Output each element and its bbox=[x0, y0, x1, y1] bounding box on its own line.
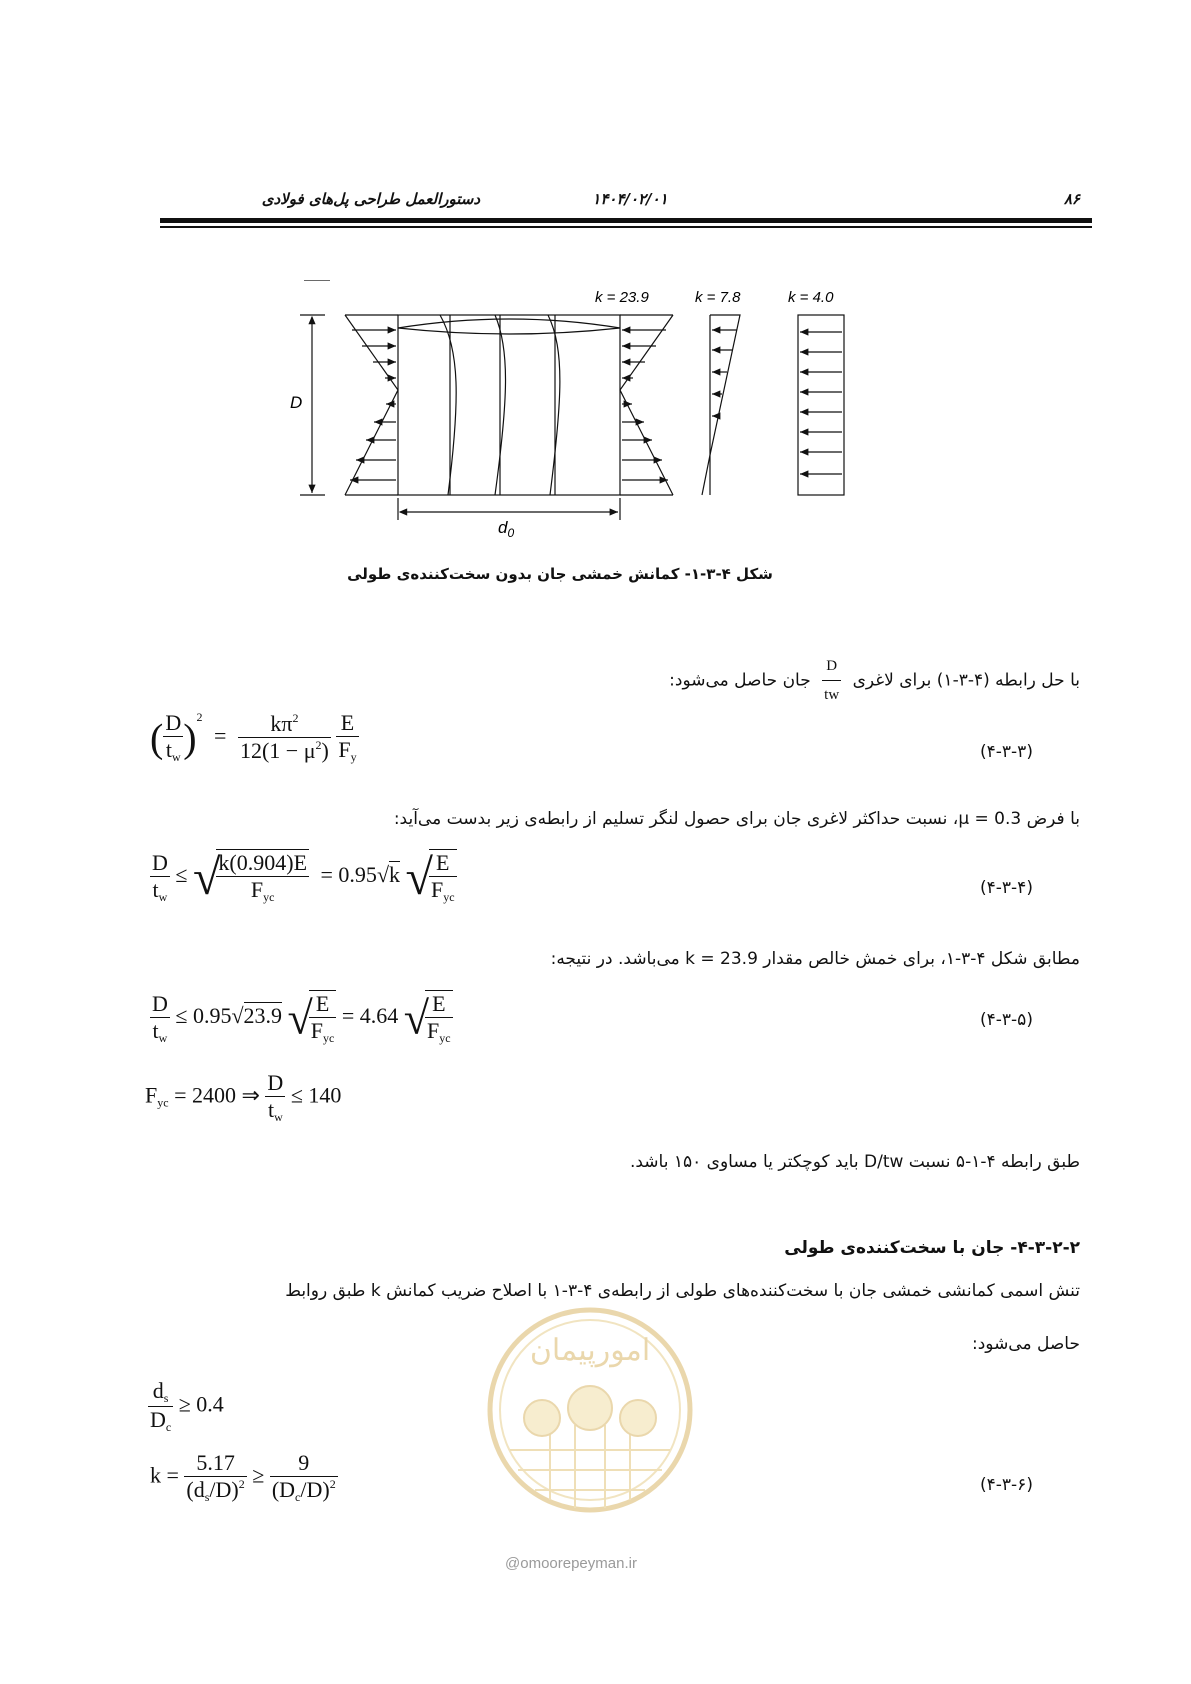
header-rule-thin bbox=[160, 226, 1092, 228]
equation-fyc-2400: $F_{yc} = 2400$ ⇒ $\frac{D}{t_w}$ ≤ 140 bbox=[145, 1070, 342, 1124]
eq-number-4-3-3: (۴-۳-۳) bbox=[980, 742, 1033, 762]
at-icon: @ bbox=[505, 1555, 521, 1572]
k-label-7-8: k = 7.8 bbox=[695, 289, 741, 306]
paragraph-2: با فرض μ = 0.3، نسبت حداکثر لاغری جان برای حصول لنگر تسلیم از رابطه‌ی زیر بدست می‌آید: bbox=[393, 809, 1080, 829]
header-date: ۱۴۰۴/۰۲/۰۱ bbox=[592, 190, 668, 208]
equation-4-3-4: $\frac{D}{t_w}$ ≤ √ $\frac{k(0.904)E}{F_{yc}}$ = 0.95√k √ $\frac{E}{F_{yc}}$ bbox=[152, 849, 455, 905]
watermark-url: @omoorepeyman.ir bbox=[505, 1555, 637, 1572]
frac-den: tw bbox=[824, 687, 840, 703]
header-title: دستورالعمل طراحی پل‌های فولادی bbox=[261, 190, 480, 208]
k-label-4-0: k = 4.0 bbox=[788, 289, 834, 306]
p1-after: جان حاصل می‌شود: bbox=[669, 670, 811, 691]
k-label-23-9: k = 23.9 bbox=[595, 289, 649, 306]
section-title: ۴-۳-۲-۲- جان با سخت‌کننده‌ی طولی bbox=[784, 1238, 1080, 1258]
eq-number-4-3-5: (۴-۳-۵) bbox=[980, 1010, 1033, 1030]
paragraph-3: مطابق شکل ۴-۳-۱، برای خمش خالص مقدار k = 23.9 می‌باشد. در نتیجه: bbox=[550, 949, 1080, 969]
paragraph-4: طبق رابطه ۴-۱-۵ نسبت D/tw باید کوچکتر یا مساوی ۱۵۰ باشد. bbox=[629, 1152, 1080, 1172]
header-rule-thick bbox=[160, 218, 1092, 223]
frac-num: D bbox=[822, 652, 841, 681]
eq-number-4-3-6: (۴-۳-۶) bbox=[980, 1475, 1033, 1495]
paragraph-5-line-1: تنش اسمی کمانشی خمشی جان با سخت‌کننده‌های طولی از رابطه‌ی ۴-۳-۱ با اصلاح ضریب کمانش k طبق روابط bbox=[285, 1281, 1080, 1301]
watermark-logo-text: امورپیمان bbox=[529, 1334, 651, 1367]
page-number: ۸۶ bbox=[1063, 190, 1080, 208]
web-buckling-figure bbox=[290, 280, 930, 555]
equation-4-3-6b: k = $\frac{5.17}{(d_s/D)^2}$ ≥ $\frac{9}{(D_c/D)^2}$ bbox=[150, 1450, 336, 1504]
figure-caption: شکل ۴-۳-۱- کمانش خمشی جان بدون سخت‌کننده‌ی طولی bbox=[347, 565, 773, 583]
paragraph-5-line-2: حاصل می‌شود: bbox=[971, 1334, 1080, 1354]
equation-4-3-6a: $\frac{d_s}{D_c}$ ≥ 0.4 bbox=[150, 1378, 224, 1434]
eq-number-4-3-4: (۴-۳-۴) bbox=[980, 878, 1033, 898]
slenderness-fraction bbox=[822, 652, 841, 709]
equation-4-3-3: ( $\frac{D}{t_w}$ )$^2$ = $\frac{k\pi^2}{12(1 - \mu^2)}$ $\frac{E}{F_y}$ bbox=[150, 710, 357, 765]
equation-4-3-5: $\frac{D}{t_w}$ ≤ 0.95√23.9 √ $\frac{E}{F_{yc}}$ = 4.64 √ $\frac{E}{F_{yc}}$ bbox=[152, 990, 451, 1045]
p1-before: با حل رابطه (۴-۳-۱) برای لاغری bbox=[852, 670, 1080, 691]
watermark-logo bbox=[480, 1300, 700, 1540]
paragraph-1 bbox=[500, 652, 1080, 709]
d-dimension-label: D bbox=[290, 393, 303, 412]
d0-dimension-label: $d_0$ bbox=[498, 518, 515, 540]
